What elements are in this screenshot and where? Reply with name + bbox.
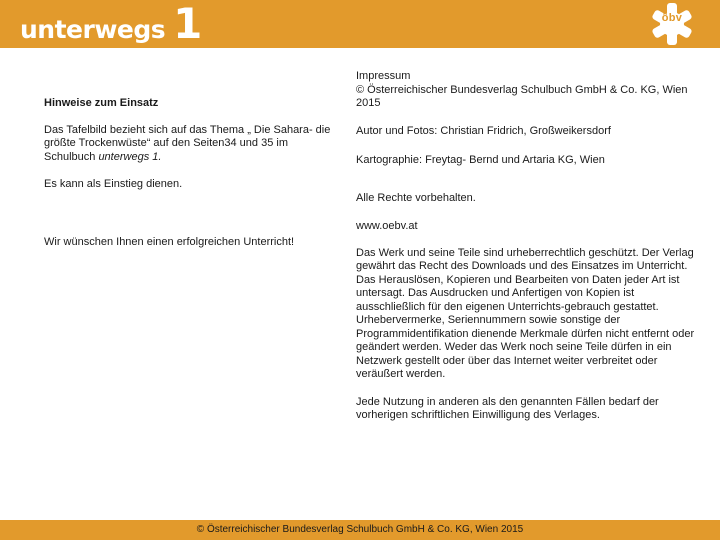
header-bar <box>0 0 720 48</box>
notes-paragraph-intro: Es kann als Einstieg dienen. <box>44 178 183 190</box>
impressum-copyright-text: Das Werk und seine Teile sind urheberrechtlich geschützt. Der Verlag gewährt das Recht des Downloads und des Einsatzes im Unterricht. Das Herauslösen, Kopieren und Bearbeiten von Daten jeder Art ist untersagt. Das Ausdrucken und Anfertigen von Kopien ist ausschließlich für den eigenen Unterrichts-gebrauch gestattet. Urhebervermerke, Seriennummern sowie sonstige der Programmidentifikation dienende Merkmale dürfen nicht entfernt oder geändert werden. Weder das Werk noch seine Teile dürfen in ein Netzwerk gestellt oder über das Internet weiter verbreitet oder veräußert werden. <box>356 246 695 380</box>
textbook-title: unterwegs 1. <box>98 150 162 163</box>
brand-word: unterwegs <box>20 15 166 44</box>
footer-copyright: © Österreichischer Bundesverlag Schulbuch GmbH & Co. KG, Wien 2015 <box>196 524 524 535</box>
footer-bar <box>0 520 720 540</box>
brand-number: 1 <box>173 0 203 48</box>
logo-text: öbv <box>661 12 683 24</box>
impressum-author: Autor und Fotos: Christian Fridrich, Großweikersdorf <box>356 124 611 137</box>
impressum-cartography: Kartographie: Freytag- Bernd und Artaria KG, Wien <box>356 154 605 166</box>
brand-logo <box>20 2 202 46</box>
impressum <box>356 70 698 423</box>
usage-notes <box>44 97 334 249</box>
oebv-star-icon <box>650 2 694 46</box>
impressum-usage-text: Jede Nutzung in anderen als den genannten Fällen bedarf der vorherigen schriftlichen Einwilligung des Verlages. <box>356 395 659 421</box>
notes-paragraph-topic <box>44 124 334 165</box>
impressum-title: Impressum <box>356 70 411 82</box>
notes-heading: Hinweise zum Einsatz <box>44 97 159 109</box>
impressum-publisher: © Österreichischer Bundesverlag Schulbuch GmbH & Co. KG, Wien 2015 <box>356 83 688 109</box>
impressum-rights: Alle Rechte vorbehalten. <box>356 191 476 204</box>
notes-paragraph-wish: Wir wünschen Ihnen einen erfolgreichen Unterricht! <box>44 235 295 248</box>
oebv-logo <box>650 2 694 46</box>
impressum-website[interactable]: www.oebv.at <box>356 220 418 232</box>
topic-text: Das Tafelbild bezieht sich auf das Thema „ Die Sahara- die größte Trockenwüste“ auf den Seiten34 und 35 im Schulbuch <box>44 123 331 163</box>
